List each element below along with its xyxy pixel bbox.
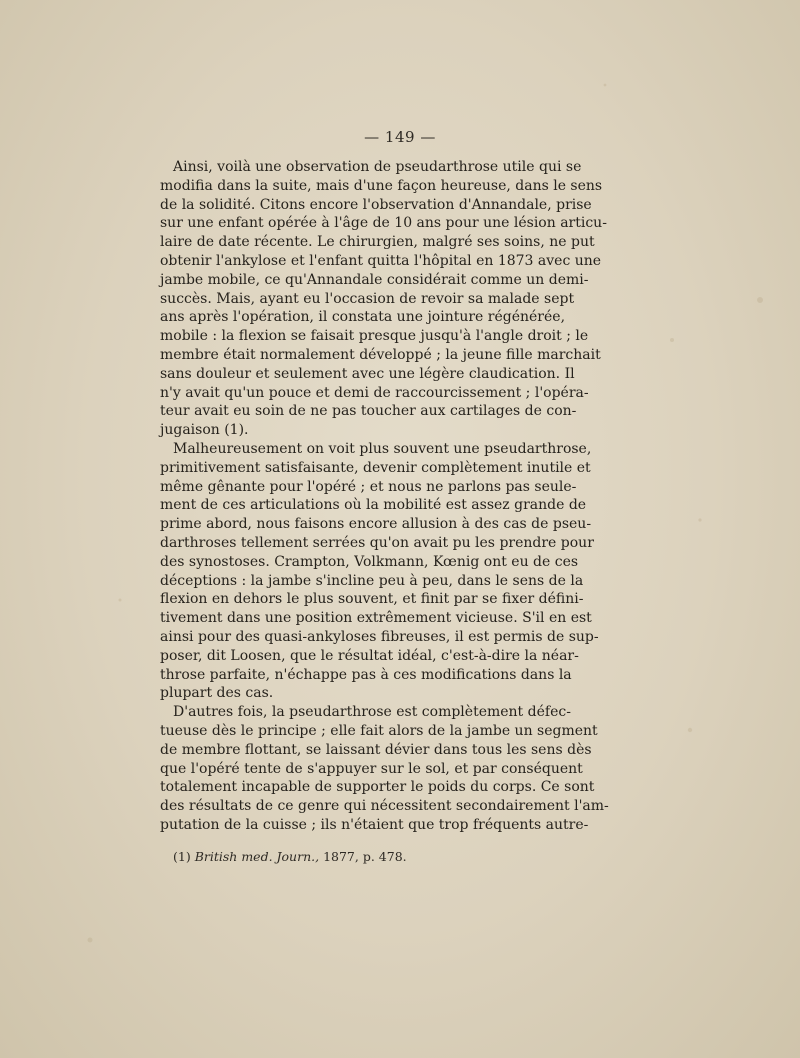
text-line: flexion en dehors le plus souvent, et finit par se fixer défini- bbox=[160, 591, 584, 608]
text-line: darthroses tellement serrées qu'on avait pu les prendre pour bbox=[160, 534, 594, 551]
text-line: succès. Mais, ayant eu l'occasion de revoir sa malade sept bbox=[160, 290, 575, 307]
text-line: jambe mobile, ce qu'Annandale considérait comme un demi- bbox=[160, 271, 589, 288]
text-line: poser, dit Loosen, que le résultat idéal, c'est-à-dire la néar- bbox=[160, 647, 579, 664]
text-line: prime abord, nous faisons encore allusion à des cas de pseu- bbox=[160, 516, 592, 533]
text-line: de membre flottant, se laissant dévier dans tous les sens dès bbox=[160, 741, 592, 758]
text-line: des synostoses. Crampton, Volkmann, Kœnig ont eu de ces bbox=[160, 553, 579, 570]
text-line: tivement dans une position extrêmement vicieuse. S'il en est bbox=[160, 610, 592, 627]
text-line: jugaison (1). bbox=[160, 422, 249, 439]
text-line: ainsi pour des quasi-ankyloses fibreuses, il est permis de sup- bbox=[160, 628, 599, 645]
footnote-source: British med. Journ., bbox=[194, 849, 320, 864]
text-line: plupart des cas. bbox=[160, 685, 274, 702]
text-line: Ainsi, voilà une observation de pseudarthrose utile qui se bbox=[173, 159, 582, 175]
text-line: membre était normalement développé ; la jeune fille marchait bbox=[160, 346, 601, 363]
text-line: déceptions : la jambe s'incline peu à peu, dans le sens de la bbox=[160, 572, 584, 589]
text-line: n'y avait qu'un pouce et demi de raccourcissement ; l'opéra- bbox=[160, 384, 589, 401]
text-line: que l'opéré tente de s'appuyer sur le sol, et par conséquent bbox=[160, 760, 583, 777]
text-line: putation de la cuisse ; ils n'étaient que trop fréquents autre- bbox=[160, 816, 589, 833]
text-line: teur avait eu soin de ne pas toucher aux cartilages de con- bbox=[160, 403, 577, 420]
footnote-marker: (1) bbox=[173, 849, 191, 864]
body-text bbox=[160, 158, 609, 835]
text-line: sans douleur et seulement avec une légère claudication. Il bbox=[160, 365, 575, 382]
text-line: laire de date récente. Le chirurgien, malgré ses soins, ne put bbox=[160, 234, 595, 251]
text-line: de la solidité. Citons encore l'observation d'Annandale, prise bbox=[160, 196, 592, 213]
text-line: même gênante pour l'opéré ; et nous ne parlons pas seule- bbox=[160, 478, 577, 495]
text-line: D'autres fois, la pseudarthrose est complètement défec- bbox=[173, 704, 571, 721]
text-line: tueuse dès le principe ; elle fait alors de la jambe un segment bbox=[160, 722, 598, 739]
text-line: totalement incapable de supporter le poids du corps. Ce sont bbox=[160, 779, 595, 796]
footnote bbox=[173, 849, 407, 864]
text-line: ans après l'opération, il constata une jointure régénérée, bbox=[160, 309, 566, 326]
page-number: — 149 — bbox=[364, 128, 436, 146]
text-line: obtenir l'ankylose et l'enfant quitta l'hôpital en 1873 avec une bbox=[160, 252, 602, 269]
text-line: ment de ces articulations où la mobilité est assez grande de bbox=[160, 497, 587, 514]
text-line: mobile : la flexion se faisait presque jusqu'à l'angle droit ; le bbox=[160, 328, 589, 345]
text-line: des résultats de ce genre qui nécessitent secondairement l'am- bbox=[160, 798, 609, 815]
footnote-details: 1877, p. 478. bbox=[323, 849, 407, 864]
text-line: primitivement satisfaisante, devenir complètement inutile et bbox=[160, 459, 591, 476]
text-line: modifia dans la suite, mais d'une façon heureuse, dans le sens bbox=[160, 177, 603, 194]
text-line: throse parfaite, n'échappe pas à ces modifications dans la bbox=[160, 666, 572, 683]
text-line: sur une enfant opérée à l'âge de 10 ans pour une lésion articu- bbox=[160, 215, 607, 232]
text-line: Malheureusement on voit plus souvent une pseudarthrose, bbox=[173, 440, 592, 457]
